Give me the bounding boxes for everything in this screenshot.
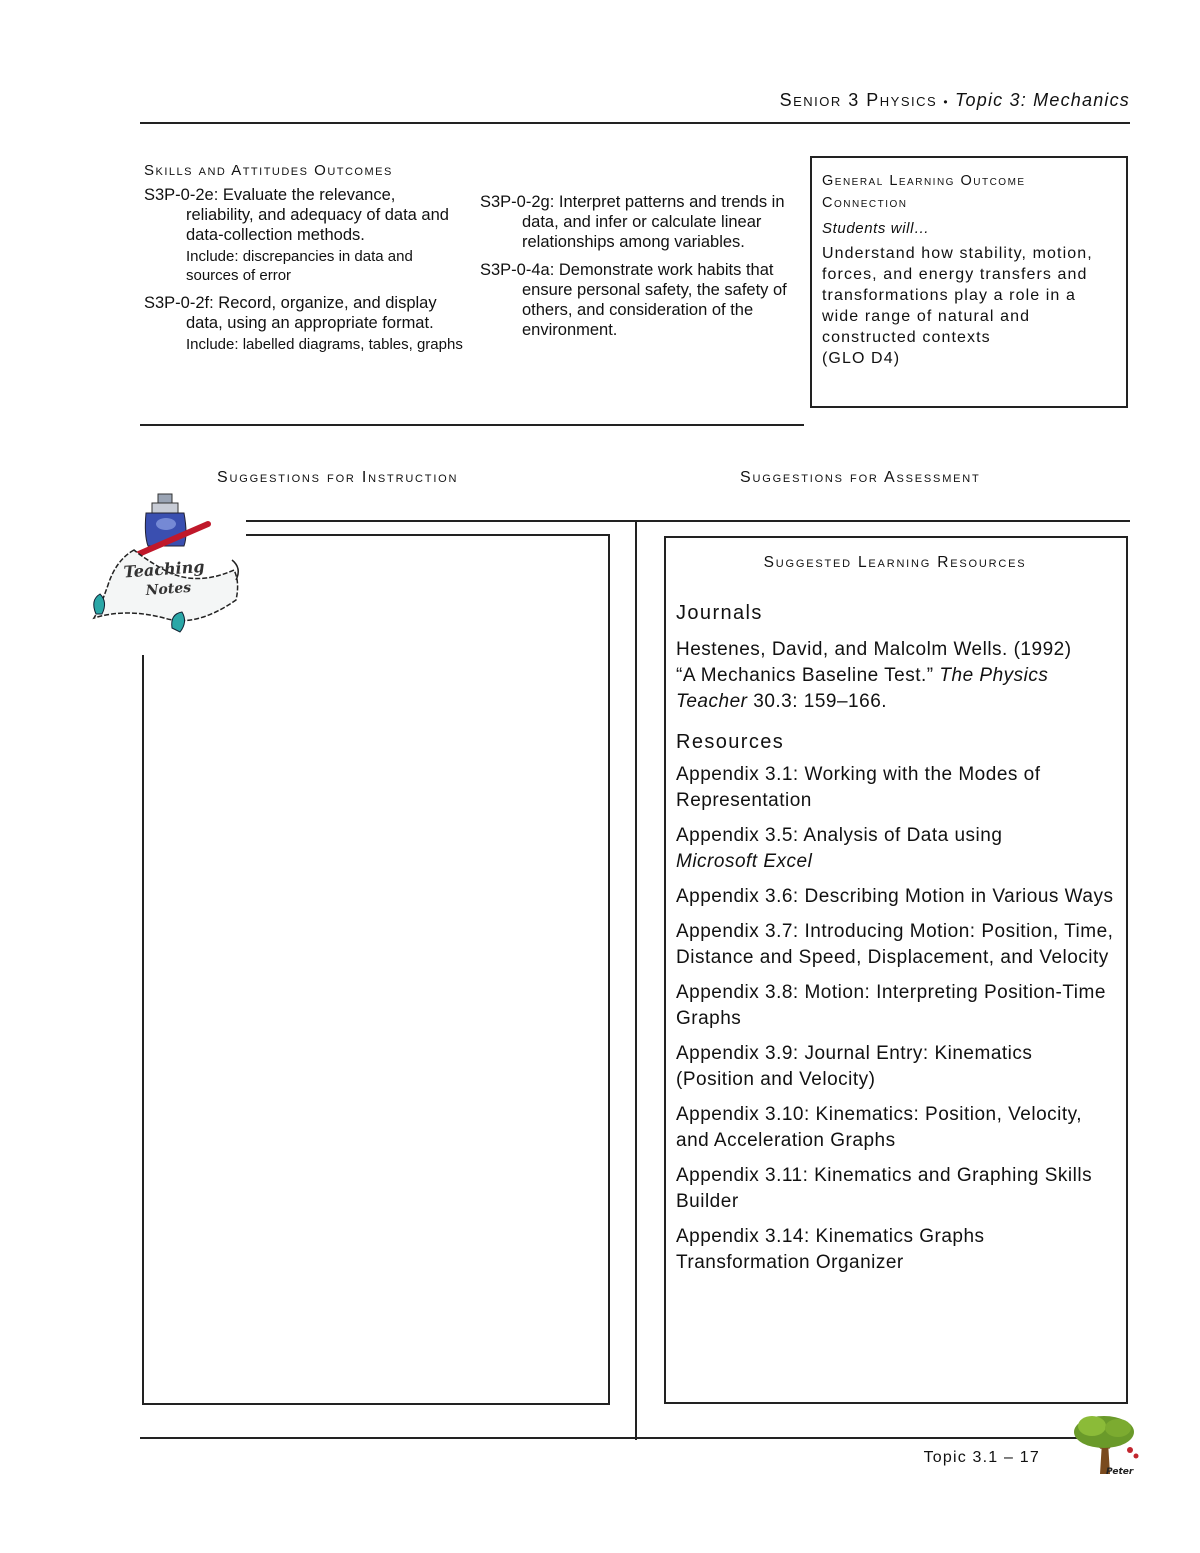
resources-heading: Resources (676, 731, 785, 753)
journal-details: 30.3: 159–166. (753, 691, 888, 712)
footer-rule (636, 1437, 1130, 1439)
outcome-text: Interpret patterns and trends in data, and infer or calculate linear relationships among variables. (522, 193, 785, 251)
resource-item: Appendix 3.10: Kinematics: Position, Velocity, and Acceleration Graphs (676, 1104, 1083, 1151)
teaching-notes-label-2: Notes (145, 579, 192, 599)
outcome-text: Record, organize, and display data, using an appropriate format. (186, 294, 437, 332)
outcome-s3p-0-2f (144, 293, 464, 354)
outcomes-bottom-rule (140, 424, 804, 426)
resource-item: Appendix 3.8: Motion: Interpreting Position-Time Graphs (676, 982, 1106, 1029)
outcome-text: Demonstrate work habits that ensure personal safety, the safety of others, and consideration of the environment. (522, 261, 787, 339)
resource-item: Appendix 3.11: Kinematics and Graphing Skills Builder (676, 1165, 1093, 1212)
outcome-code: S3P-0-2g: (480, 193, 555, 211)
resource-item: Appendix 3.7: Introducing Motion: Position, Time, Distance and Speed, Displacement, and Velocity (676, 921, 1114, 968)
header-separator: • (943, 95, 949, 109)
outcomes-title: Skills and Attitudes Outcomes (144, 162, 393, 179)
assessment-heading: Suggestions for Assessment (740, 469, 981, 486)
course-name: Senior 3 Physics (779, 90, 938, 110)
resource-item (676, 823, 1114, 875)
instruction-box (142, 534, 610, 1405)
teaching-notes-graphic (86, 490, 246, 655)
teaching-notes-label-1: Teaching (123, 556, 206, 582)
resource-item: Appendix 3.1: Working with the Modes of Representation (676, 764, 1041, 811)
outcome-include: Include: labelled diagrams, tables, graphs (186, 336, 463, 353)
glo-students-will: Students will… (822, 220, 930, 237)
glo-code: (GLO D4) (822, 350, 901, 367)
outcomes-right-column (480, 192, 795, 340)
resource-item: Appendix 3.14: Kinematics Graphs Transformation Organizer (676, 1226, 985, 1273)
section-bottom-rule (140, 1437, 636, 1439)
journal-article: “A Mechanics Baseline Test.” (676, 665, 934, 686)
outcome-code: S3P-0-2e: (144, 186, 219, 204)
outcome-include: Include: discrepancies in data and sources of error (186, 248, 413, 284)
glo-connection-box (810, 156, 1128, 408)
resource-item: Appendix 3.6: Describing Motion in Various Ways (676, 886, 1114, 907)
running-header (140, 90, 1130, 111)
resource-item-text: Appendix 3.5: Analysis of Data using (676, 825, 1003, 846)
outcome-text: Evaluate the relevance, reliability, and adequacy of data and data-collection methods. (186, 186, 449, 244)
journal-authors: Hestenes, David, and Malcolm Wells. (1992) (676, 639, 1072, 660)
tree-icon (1062, 1412, 1142, 1478)
tree-logo (1062, 1412, 1142, 1478)
outcome-s3p-0-2e (144, 185, 464, 285)
logo-text: Peter (1106, 1467, 1134, 1477)
instruction-heading: Suggestions for Instruction (217, 469, 459, 486)
outcome-code: S3P-0-4a: (480, 261, 555, 279)
section-top-rule (222, 520, 1130, 522)
resource-item-italic: Microsoft Excel (676, 851, 813, 872)
glo-title: General Learning Outcome Connection (822, 173, 1026, 211)
teaching-notes-icon (86, 490, 246, 655)
journal-publication: The Physics Teacher (676, 665, 1049, 712)
header-rule (140, 122, 1130, 124)
outcomes-left-column (144, 162, 464, 354)
outcome-code: S3P-0-2f: (144, 294, 214, 312)
outcome-s3p-0-2g (480, 192, 795, 252)
page-number: Topic 3.1 – 17 (923, 1449, 1040, 1466)
resource-item: Appendix 3.9: Journal Entry: Kinematics (Position and Velocity) (676, 1043, 1033, 1090)
outcome-s3p-0-4a (480, 260, 795, 340)
resources-box (664, 536, 1128, 1404)
journal-entry (676, 637, 1114, 715)
journals-heading: Journals (676, 602, 763, 624)
topic-name: Topic 3: Mechanics (954, 90, 1130, 110)
glo-body: Understand how stability, motion, forces, and energy transfers and transformations play a role in a wide range of natural and constructed contexts (822, 245, 1093, 346)
column-divider (635, 520, 637, 1440)
resources-title: Suggested Learning Resources (763, 554, 1027, 571)
